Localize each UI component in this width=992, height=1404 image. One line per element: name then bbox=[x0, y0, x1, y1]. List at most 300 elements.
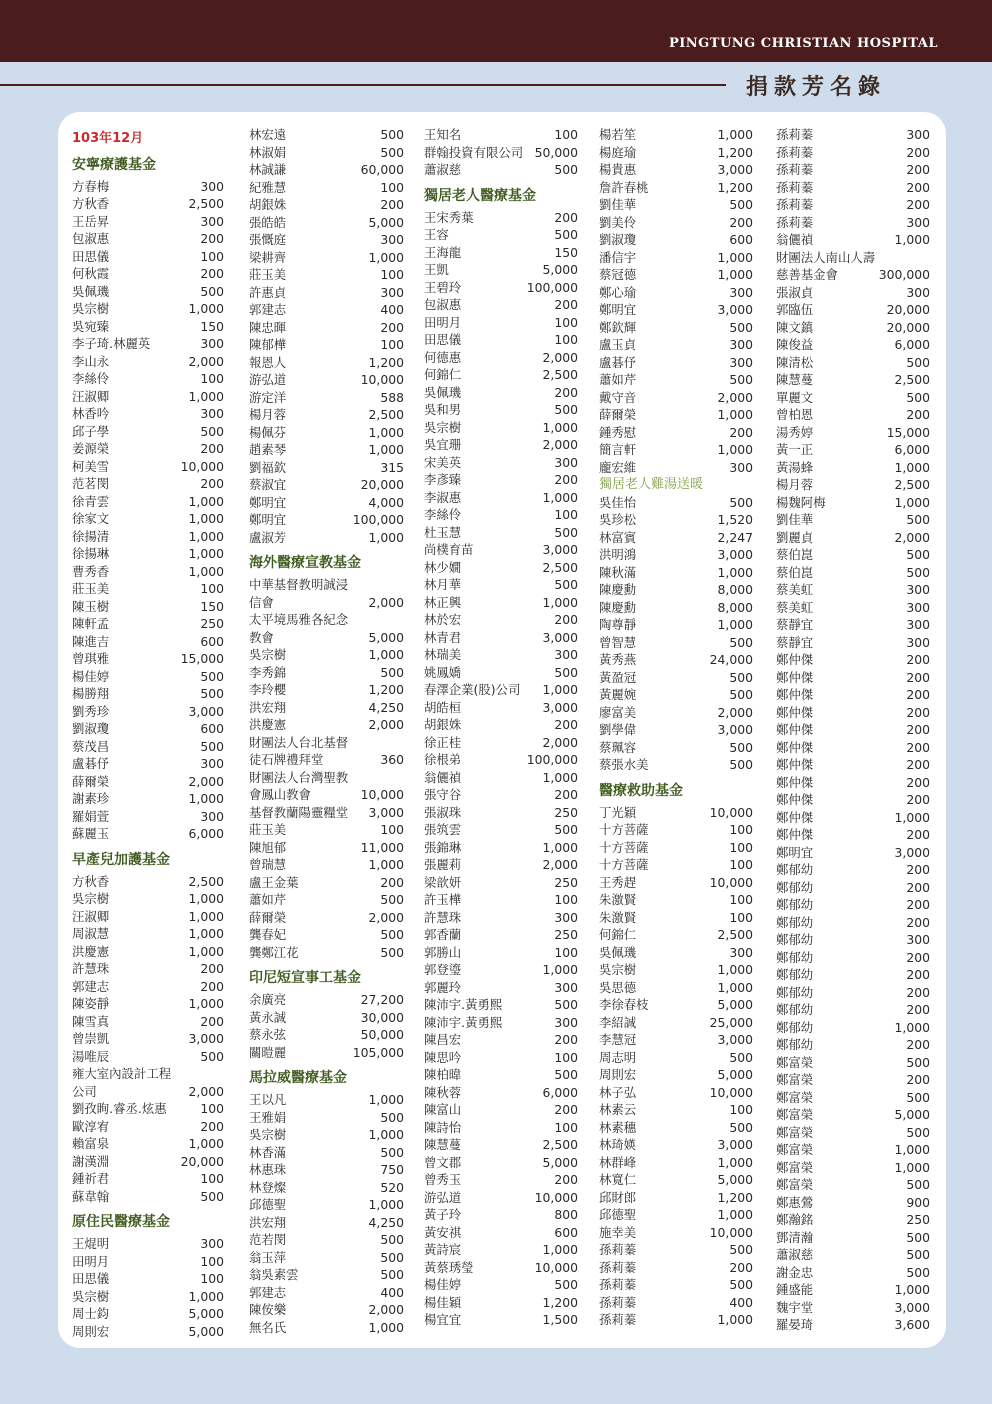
donor-row bbox=[776, 686, 930, 704]
donor-name: 洪慶憲 bbox=[72, 943, 110, 959]
donor-row bbox=[249, 804, 404, 822]
donor-row bbox=[599, 1101, 753, 1119]
donor-row bbox=[776, 861, 930, 879]
donation-amount: 1,000 bbox=[542, 489, 578, 505]
donor-row bbox=[249, 769, 404, 787]
donor-name: 吳和男 bbox=[424, 402, 462, 417]
donor-row bbox=[599, 249, 753, 267]
donation-amount: 200 bbox=[554, 612, 578, 627]
donor-name: 林少嫺 bbox=[424, 559, 462, 575]
donor-row bbox=[249, 839, 404, 857]
donor-row bbox=[599, 1294, 753, 1312]
donor-name: 王碧玲 bbox=[424, 279, 462, 295]
donor-row bbox=[424, 716, 578, 734]
donor-name: 鄭富榮 bbox=[776, 1107, 814, 1122]
donation-amount: 2,247 bbox=[717, 529, 753, 545]
donor-row bbox=[599, 669, 753, 687]
donor-row bbox=[424, 664, 578, 682]
donor-row bbox=[599, 704, 753, 722]
donor-row bbox=[424, 1136, 578, 1154]
donation-amount: 2,000 bbox=[368, 1302, 404, 1317]
donation-amount: 50,000 bbox=[534, 144, 578, 160]
donor-name: 黃麗婉 bbox=[599, 687, 637, 702]
donor-row bbox=[424, 594, 578, 612]
donor-name: 吳宗樹 bbox=[72, 1288, 110, 1304]
donor-row bbox=[424, 331, 578, 349]
donation-amount: 10,000 bbox=[534, 1189, 578, 1205]
donation-amount: 500 bbox=[729, 319, 753, 335]
donor-name: 鄭郁幼 bbox=[776, 862, 814, 877]
donor-name: 何秋霞 bbox=[72, 266, 110, 281]
donor-row bbox=[249, 891, 404, 909]
donor-row bbox=[72, 960, 224, 978]
donor-name: 薛爾榮 bbox=[599, 407, 637, 422]
donation-amount: 500 bbox=[729, 494, 753, 510]
donor-name: 龔春妃 bbox=[249, 927, 287, 942]
donor-name: 鍾秀慰 bbox=[599, 424, 637, 440]
donation-amount: 5,000 bbox=[717, 997, 753, 1012]
donor-row bbox=[776, 1141, 930, 1159]
donor-row bbox=[776, 1246, 930, 1264]
donor-name: 蔡淑宜 bbox=[249, 477, 287, 492]
donor-row bbox=[776, 249, 930, 267]
donor-row bbox=[249, 944, 404, 962]
donor-name: 張淑貞 bbox=[776, 284, 814, 300]
donor-name: 莊玉美 bbox=[249, 822, 287, 837]
donor-row bbox=[72, 908, 224, 926]
donor-name: 曾崇凱 bbox=[72, 1031, 110, 1046]
donor-row bbox=[776, 1106, 930, 1124]
donor-row bbox=[599, 371, 753, 389]
donation-amount: 300 bbox=[554, 909, 578, 925]
donor-name: 鄭仲傑 bbox=[776, 652, 814, 667]
donor-name: 徒石牌禮拜堂 bbox=[249, 752, 324, 767]
donation-amount: 900 bbox=[906, 1194, 930, 1210]
donor-name: 王岳昇 bbox=[72, 213, 110, 229]
donor-row bbox=[776, 1019, 930, 1037]
donor-name: 翁儷禎 bbox=[776, 232, 814, 247]
donation-amount: 150 bbox=[554, 244, 578, 260]
donor-name: 謝金忠 bbox=[776, 1264, 814, 1280]
donation-amount: 500 bbox=[729, 634, 753, 650]
donation-amount: 2,000 bbox=[188, 773, 224, 789]
donation-amount: 1,000 bbox=[188, 891, 224, 906]
donor-row bbox=[424, 1189, 578, 1207]
donor-name: 郭建志 bbox=[249, 1284, 287, 1300]
donor-name: 鄭郁幼 bbox=[776, 1019, 814, 1035]
donor-row bbox=[72, 265, 224, 283]
donor-name: 財團法人南山人壽 bbox=[776, 249, 876, 265]
donation-amount: 300 bbox=[906, 599, 930, 615]
donation-amount: 2,000 bbox=[368, 909, 404, 925]
donation-amount: 1,000 bbox=[894, 494, 930, 510]
donor-name: 孫莉蓁 bbox=[599, 1312, 637, 1327]
donor-row bbox=[72, 1030, 224, 1048]
donor-row bbox=[72, 1235, 224, 1253]
donor-name: 劉美伶 bbox=[599, 214, 637, 230]
donor-row bbox=[424, 944, 578, 962]
donor-name: 報恩人 bbox=[249, 354, 287, 370]
donor-row bbox=[424, 1294, 578, 1312]
donor-row bbox=[72, 1305, 224, 1323]
donation-amount: 500 bbox=[200, 738, 224, 754]
donation-amount: 300 bbox=[380, 284, 404, 300]
donor-row bbox=[424, 384, 578, 402]
donation-amount: 600 bbox=[200, 633, 224, 649]
donation-amount: 300 bbox=[906, 932, 930, 947]
donor-name: 單麗文 bbox=[776, 389, 814, 405]
donation-amount: 750 bbox=[380, 1162, 404, 1177]
donation-amount: 200 bbox=[906, 827, 930, 842]
column-1 bbox=[72, 130, 224, 1340]
donation-amount: 500 bbox=[729, 1049, 753, 1065]
donation-amount: 1,000 bbox=[368, 1092, 404, 1107]
donor-name: 魏宇堂 bbox=[776, 1299, 814, 1315]
donation-amount: 200 bbox=[906, 687, 930, 702]
donation-amount: 2,000 bbox=[542, 349, 578, 365]
donor-name: 洪宏翔 bbox=[249, 1214, 287, 1230]
donor-row bbox=[776, 511, 930, 529]
donor-row bbox=[599, 1259, 753, 1277]
donation-amount: 300 bbox=[906, 284, 930, 300]
donor-row bbox=[424, 1311, 578, 1329]
donor-name: 湯秀婷 bbox=[776, 424, 814, 440]
donor-row bbox=[249, 1301, 404, 1319]
donation-amount: 300 bbox=[200, 1236, 224, 1251]
donor-row bbox=[249, 214, 404, 232]
donation-amount: 2,500 bbox=[542, 367, 578, 382]
donation-amount: 100 bbox=[380, 267, 404, 282]
donor-name: 邱德聖 bbox=[599, 1207, 637, 1222]
donor-row bbox=[776, 896, 930, 914]
donor-row bbox=[72, 475, 224, 493]
donor-name: 黃蔡琇瑩 bbox=[424, 1259, 474, 1275]
donor-name: 簡言軒 bbox=[599, 442, 637, 457]
donor-row bbox=[249, 646, 404, 664]
donation-amount: 200 bbox=[906, 407, 930, 422]
donation-amount: 2,000 bbox=[542, 857, 578, 872]
donor-name: 吳佳怡 bbox=[599, 494, 637, 510]
donation-amount: 3,000 bbox=[542, 699, 578, 715]
donation-amount: 500 bbox=[554, 1067, 578, 1082]
donation-amount: 6,000 bbox=[542, 1084, 578, 1100]
donor-name: 基督教蘭陽靈糧堂 bbox=[249, 804, 349, 820]
donation-amount: 100 bbox=[554, 507, 578, 522]
donation-amount: 1,000 bbox=[188, 1136, 224, 1151]
donation-amount: 200 bbox=[200, 961, 224, 976]
donor-name: 鄭郁幼 bbox=[776, 949, 814, 965]
donor-row bbox=[249, 856, 404, 874]
donor-name: 周則宏 bbox=[72, 1323, 110, 1339]
donor-name: 田思儀 bbox=[72, 1271, 110, 1286]
donor-row bbox=[72, 1323, 224, 1341]
donor-row bbox=[249, 1144, 404, 1162]
donation-amount: 10,000 bbox=[709, 804, 753, 820]
donation-amount: 2,500 bbox=[894, 372, 930, 387]
donor-row bbox=[72, 1253, 224, 1271]
donation-amount: 200 bbox=[554, 297, 578, 312]
donation-amount: 1,000 bbox=[368, 1127, 404, 1142]
donor-name: 詹許春桃 bbox=[599, 179, 649, 195]
donor-row bbox=[249, 1091, 404, 1109]
donation-amount: 1,000 bbox=[188, 1288, 224, 1304]
donation-amount: 100 bbox=[729, 857, 753, 872]
donor-row bbox=[599, 839, 753, 857]
donor-row bbox=[599, 144, 753, 162]
donor-row bbox=[424, 839, 578, 857]
donor-row bbox=[599, 686, 753, 704]
donation-amount: 600 bbox=[729, 232, 753, 247]
donation-amount: 500 bbox=[906, 1089, 930, 1105]
donor-row bbox=[72, 230, 224, 248]
donation-amount: 500 bbox=[200, 423, 224, 439]
donor-name: 潘信宇 bbox=[599, 249, 637, 265]
donation-amount: 500 bbox=[906, 547, 930, 562]
donor-name: 羅娟萱 bbox=[72, 808, 110, 824]
donor-name: 何德惠 bbox=[424, 349, 462, 365]
donor-row bbox=[424, 979, 578, 997]
donor-row bbox=[424, 279, 578, 297]
donor-row bbox=[72, 925, 224, 943]
donor-row bbox=[424, 126, 578, 144]
donor-name: 徐家文 bbox=[72, 511, 110, 526]
donor-row bbox=[599, 944, 753, 962]
donor-row bbox=[599, 1031, 753, 1049]
donation-amount: 200 bbox=[906, 144, 930, 160]
donation-amount: 1,000 bbox=[188, 943, 224, 959]
donor-row bbox=[249, 459, 404, 477]
donor-row bbox=[776, 1071, 930, 1089]
donor-name: 柯美雪 bbox=[72, 458, 110, 474]
donor-row bbox=[776, 931, 930, 949]
donor-name: 王容 bbox=[424, 227, 449, 242]
donor-name: 朱激賢 bbox=[599, 892, 637, 907]
donor-name: 李絲伶 bbox=[424, 507, 462, 522]
donor-list-panel bbox=[58, 112, 946, 1348]
donation-amount: 3,000 bbox=[894, 1299, 930, 1315]
donor-row bbox=[249, 389, 404, 407]
donation-amount: 200 bbox=[729, 1259, 753, 1275]
donor-row bbox=[599, 389, 753, 407]
donor-row bbox=[424, 541, 578, 559]
donor-name: 吳思德 bbox=[599, 979, 637, 995]
donor-name: 太平境馬雅各紀念 bbox=[249, 612, 349, 627]
donor-row bbox=[599, 214, 753, 232]
donation-amount: 300 bbox=[200, 406, 224, 421]
donation-amount: 200 bbox=[906, 967, 930, 982]
donor-row bbox=[599, 909, 753, 927]
donor-name: 邱子學 bbox=[72, 423, 110, 439]
donor-name: 陳忠暉 bbox=[249, 319, 287, 335]
donor-name: 林琦媖 bbox=[599, 1137, 637, 1152]
donation-amount: 300 bbox=[906, 127, 930, 142]
donor-name: 湯唯辰 bbox=[72, 1048, 110, 1064]
donor-row bbox=[599, 231, 753, 249]
donor-name: 梁耕齊 bbox=[249, 249, 287, 265]
donor-name: 楊若笙 bbox=[599, 127, 637, 142]
donation-amount: 2,500 bbox=[717, 927, 753, 942]
donor-row bbox=[424, 909, 578, 927]
donation-amount: 500 bbox=[554, 577, 578, 592]
donor-name: 陳郁樺 bbox=[249, 337, 287, 352]
donor-name: 陳慧蔓 bbox=[424, 1137, 462, 1152]
donation-amount: 500 bbox=[380, 144, 404, 160]
donation-amount: 3,000 bbox=[188, 703, 224, 719]
donor-row bbox=[776, 1229, 930, 1247]
donor-row bbox=[424, 1049, 578, 1067]
donor-name: 謝漢淵 bbox=[72, 1153, 110, 1169]
donor-name: 陳文鎮 bbox=[776, 319, 814, 335]
donor-row bbox=[249, 494, 404, 512]
donor-row bbox=[424, 821, 578, 839]
donation-amount: 500 bbox=[729, 1242, 753, 1257]
donation-amount: 3,000 bbox=[717, 1137, 753, 1152]
donor-row bbox=[776, 1211, 930, 1229]
donor-row bbox=[776, 389, 930, 407]
donation-amount: 500 bbox=[906, 564, 930, 580]
donor-name: 劉淑瓊 bbox=[599, 232, 637, 247]
donor-row bbox=[249, 126, 404, 144]
donor-name: 蘇麗玉 bbox=[72, 826, 110, 841]
donor-name: 蔡美虹 bbox=[776, 599, 814, 615]
donor-name: 楊勝翔 bbox=[72, 686, 110, 701]
donor-name: 王以凡 bbox=[249, 1092, 287, 1107]
donation-amount: 400 bbox=[380, 1284, 404, 1300]
donation-amount: 4,000 bbox=[368, 494, 404, 510]
donor-row bbox=[249, 909, 404, 927]
donation-amount: 500 bbox=[906, 1247, 930, 1262]
donor-row bbox=[776, 1124, 930, 1142]
donation-amount: 100 bbox=[729, 839, 753, 855]
donor-row bbox=[599, 1154, 753, 1172]
donor-name: 陳慶勳 bbox=[599, 599, 637, 615]
donor-name: 范茗閔 bbox=[72, 476, 110, 491]
donation-amount: 100 bbox=[554, 1119, 578, 1135]
donor-row bbox=[72, 943, 224, 961]
donor-name: 鍾祈君 bbox=[72, 1171, 110, 1186]
donor-name: 陳慧蔓 bbox=[776, 372, 814, 387]
donor-name: 尚樸育苗 bbox=[424, 542, 474, 557]
donor-row bbox=[599, 196, 753, 214]
donation-amount: 2,500 bbox=[542, 559, 578, 575]
donor-name: 徐青雲 bbox=[72, 493, 110, 509]
donor-row bbox=[776, 879, 930, 897]
donor-row bbox=[599, 266, 753, 284]
donor-name: 林素穗 bbox=[599, 1119, 637, 1135]
donor-name: 陳侒樂 bbox=[249, 1302, 287, 1317]
donor-name: 方秋香 bbox=[72, 196, 110, 211]
donor-name: 廖富美 bbox=[599, 704, 637, 720]
donor-name: 鄭富榮 bbox=[776, 1124, 814, 1140]
donor-row bbox=[249, 511, 404, 529]
donation-amount: 500 bbox=[200, 283, 224, 299]
donor-name: 吳宗樹 bbox=[599, 962, 637, 977]
donor-row bbox=[776, 459, 930, 477]
donor-name: 曾文郡 bbox=[424, 1154, 462, 1170]
donation-amount: 5,000 bbox=[717, 1172, 753, 1187]
donation-amount: 3,000 bbox=[542, 542, 578, 557]
donor-name: 歐淳宥 bbox=[72, 1118, 110, 1134]
donor-row bbox=[776, 161, 930, 179]
donor-name: 洪宏翔 bbox=[249, 699, 287, 715]
donor-name: 鄭仲傑 bbox=[776, 774, 814, 790]
donation-amount: 200 bbox=[906, 669, 930, 685]
donor-row bbox=[249, 716, 404, 734]
donor-row bbox=[599, 336, 753, 354]
donor-row bbox=[599, 961, 753, 979]
donation-amount: 3,000 bbox=[542, 629, 578, 645]
donor-row bbox=[599, 406, 753, 424]
donor-name: 陳昌宏 bbox=[424, 1032, 462, 1047]
donation-amount: 250 bbox=[906, 1212, 930, 1227]
fund-heading: 早產兒加護基金 bbox=[72, 851, 170, 868]
donation-amount: 1,000 bbox=[188, 563, 224, 579]
donor-row bbox=[599, 494, 753, 512]
donor-row bbox=[249, 681, 404, 699]
donor-name: 陳旭郁 bbox=[249, 839, 287, 855]
donor-row bbox=[72, 755, 224, 773]
donor-row bbox=[599, 1171, 753, 1189]
donation-amount: 300 bbox=[906, 617, 930, 632]
donation-amount: 2,000 bbox=[368, 717, 404, 732]
donor-row bbox=[72, 1170, 224, 1188]
donor-name: 楊月蓉 bbox=[776, 477, 814, 492]
donor-row bbox=[599, 926, 753, 944]
donor-name: 陳富山 bbox=[424, 1102, 462, 1117]
donor-row bbox=[776, 144, 930, 162]
donation-amount: 250 bbox=[554, 874, 578, 890]
donor-row bbox=[72, 738, 224, 756]
donation-amount: 500 bbox=[380, 1267, 404, 1282]
donor-row bbox=[424, 401, 578, 419]
donation-amount: 300 bbox=[380, 232, 404, 247]
donor-row bbox=[72, 1065, 224, 1083]
donor-name: 包淑惠 bbox=[424, 297, 462, 312]
donor-row bbox=[599, 1189, 753, 1207]
donor-row bbox=[72, 1188, 224, 1206]
donor-name: 龐宏維 bbox=[599, 459, 637, 475]
donation-amount: 500 bbox=[200, 686, 224, 701]
donor-row bbox=[249, 441, 404, 459]
donation-amount: 300 bbox=[729, 944, 753, 960]
donation-amount: 1,200 bbox=[542, 1294, 578, 1310]
donation-amount: 1,000 bbox=[368, 442, 404, 457]
donor-row bbox=[249, 354, 404, 372]
donation-amount: 2,500 bbox=[188, 196, 224, 211]
donor-row bbox=[776, 564, 930, 582]
donation-amount: 300 bbox=[200, 213, 224, 229]
donor-row bbox=[424, 1014, 578, 1032]
donation-amount: 200 bbox=[906, 792, 930, 807]
donation-amount: 10,000 bbox=[180, 458, 224, 474]
donor-name: 李彥臻 bbox=[424, 472, 462, 487]
donation-amount: 500 bbox=[554, 1277, 578, 1292]
donor-row bbox=[249, 336, 404, 354]
donor-row bbox=[249, 874, 404, 892]
donor-row bbox=[776, 441, 930, 459]
donation-amount: 1,000 bbox=[717, 617, 753, 632]
donor-name: 孫莉蓁 bbox=[599, 1294, 637, 1310]
donation-amount: 1,000 bbox=[368, 529, 404, 545]
donation-amount: 1,200 bbox=[717, 1189, 753, 1205]
donation-amount: 6,000 bbox=[894, 337, 930, 352]
donor-name: 紀雅慧 bbox=[249, 179, 287, 195]
donor-name: 鄭郁幼 bbox=[776, 1037, 814, 1052]
donation-amount: 2,000 bbox=[542, 437, 578, 452]
donor-name: 公司 bbox=[72, 1083, 97, 1099]
donor-row bbox=[72, 353, 224, 371]
donation-amount: 500 bbox=[200, 1048, 224, 1064]
